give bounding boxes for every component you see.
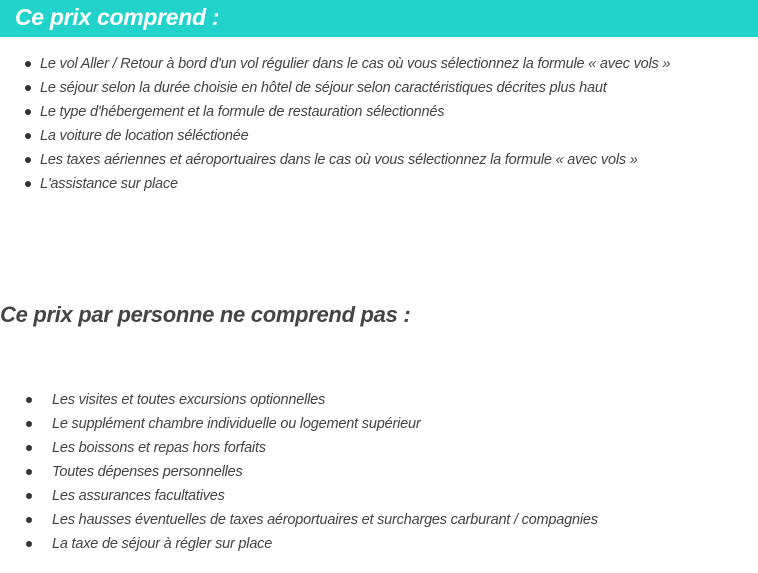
includes-list: [40, 52, 670, 196]
list-item: [52, 508, 598, 532]
list-item: [40, 124, 670, 148]
excludes-title: Ce prix par personne ne comprend pas :: [0, 302, 411, 327]
includes-banner: [0, 0, 758, 37]
bullet-icon: [25, 109, 31, 115]
list-item: [52, 460, 598, 484]
list-item: [40, 52, 670, 76]
bullet-icon: [25, 181, 31, 187]
list-item-text: Le vol Aller / Retour à bord d'un vol régulier dans le cas où vous sélectionnez la formule « avec vols »: [40, 56, 671, 72]
bullet-icon: [26, 541, 32, 547]
excludes-list: [52, 388, 598, 556]
list-item-text: Les boissons et repas hors forfaits: [52, 440, 266, 456]
list-item: [52, 484, 598, 508]
list-item-text: Les taxes aériennes et aéroportuaires dans le cas où vous sélectionnez la formule « avec vols »: [40, 152, 638, 168]
list-item: [40, 172, 670, 196]
list-item: [40, 76, 670, 100]
list-item-text: La voiture de location séléctionée: [40, 128, 249, 144]
list-item-text: Le supplément chambre individuelle ou logement supérieur: [52, 416, 421, 432]
list-item-text: Les visites et toutes excursions optionnelles: [52, 392, 326, 408]
list-item-text: Le type d'hébergement et la formule de restauration sélectionnés: [40, 104, 445, 120]
list-item-text: Les assurances facultatives: [52, 488, 225, 504]
list-item: [52, 388, 598, 412]
bullet-icon: [25, 133, 31, 139]
bullet-icon: [25, 157, 31, 163]
bullet-icon: [26, 397, 32, 403]
bullet-icon: [26, 445, 32, 451]
list-item-text: La taxe de séjour à régler sur place: [52, 536, 273, 552]
list-item: [52, 412, 598, 436]
bullet-icon: [26, 421, 32, 427]
bullet-icon: [26, 469, 32, 475]
list-item: [52, 532, 598, 556]
bullet-icon: [26, 517, 32, 523]
bullet-icon: [25, 85, 31, 91]
bullet-icon: [25, 61, 31, 67]
list-item: [40, 148, 670, 172]
includes-title: Ce prix comprend :: [15, 4, 220, 30]
list-item-text: Les hausses éventuelles de taxes aéroportuaires et surcharges carburant / compagnies: [52, 512, 598, 528]
list-item-text: L'assistance sur place: [40, 176, 178, 192]
bullet-icon: [26, 493, 32, 499]
list-item: [52, 436, 598, 460]
list-item-text: Toutes dépenses personnelles: [52, 464, 243, 480]
list-item: [40, 100, 670, 124]
list-item-text: Le séjour selon la durée choisie en hôtel de séjour selon caractéristiques décrites plus haut: [40, 80, 607, 96]
